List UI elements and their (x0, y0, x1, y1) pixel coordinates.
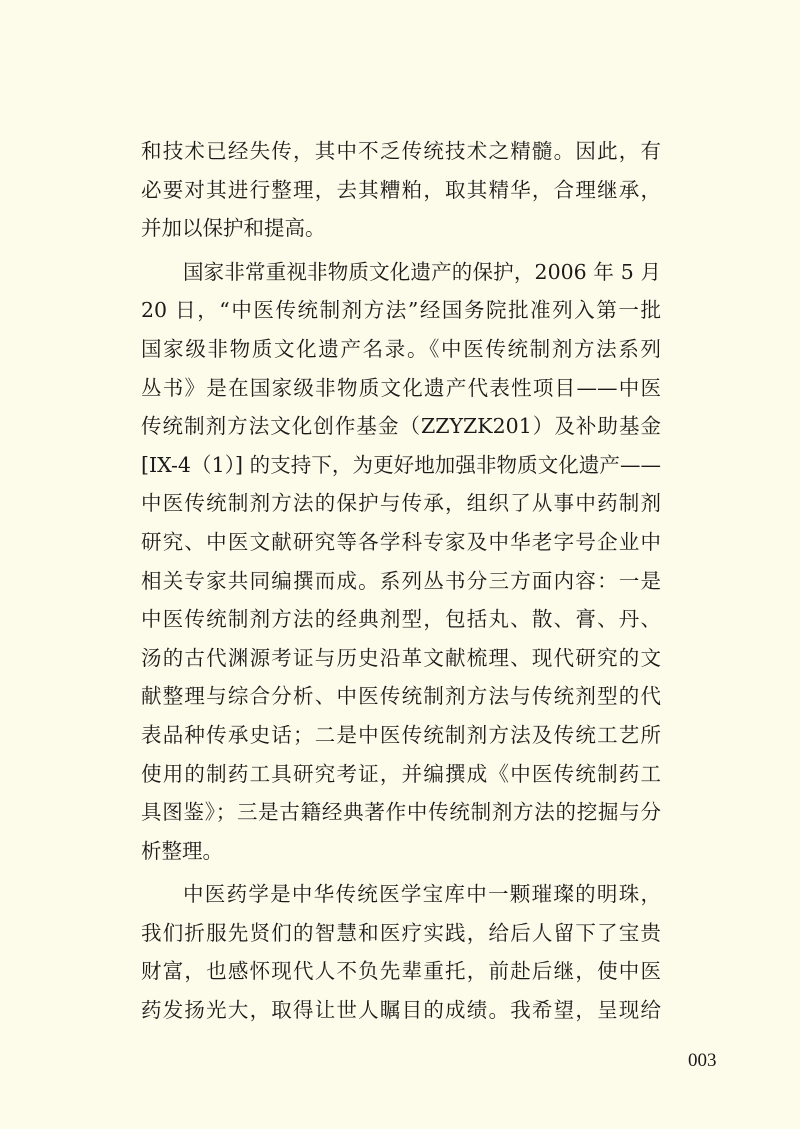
text-line: 和技术已经失传，其中不乏传统技术之精髓。因此，有 (141, 139, 661, 163)
text-line: 财富，也感怀现代人不负先辈重托，前赴后继，使中医 (141, 959, 661, 984)
text-line: 我们折服先贤们的智慧和医疗实践，给后人留下了宝贵 (141, 920, 661, 945)
text-line: 献整理与综合分析、中医传统制剂方法与传统剂型的代 (141, 684, 661, 709)
text-line: 国家非常重视非物质文化遗产的保护，2006 年 5 月 (183, 259, 661, 284)
paragraph (141, 253, 661, 871)
text-line: 药发扬光大，取得让世人瞩目的成绩。我希望，呈现给 (141, 998, 661, 1023)
text-line: 研究、中医文献研究等各学科专家及中华老字号企业中 (141, 529, 661, 554)
text-line: 并加以保护和提高。 (141, 216, 326, 241)
page-number: 003 (688, 1050, 717, 1071)
text-line: 析整理。 (141, 838, 223, 863)
text-line: 20 日，“中医传统制剂方法”经国务院批准列入第一批 (141, 298, 661, 323)
text-line: 表品种传承史话；二是中医传统制剂方法及传统工艺所 (141, 722, 661, 747)
text-line: 传统制剂方法文化创作基金（ZZYZK201）及补助基金 (141, 414, 661, 439)
text-line: 丛书》是在国家级非物质文化遗产代表性项目——中医 (141, 375, 661, 400)
text-line: 国家级非物质文化遗产名录。《中医传统制剂方法系列 (141, 336, 661, 361)
text-line: 必要对其进行整理，去其糟粕，取其精华，合理继承， (141, 177, 661, 202)
body-text (141, 132, 661, 1030)
text-line: [IX-4（1）] 的支持下，为更好地加强非物质文化遗产—— (141, 452, 661, 477)
text-line: 中医药学是中华传统医学宝库中一颗璀璨的明珠， (183, 882, 661, 907)
paragraph (141, 132, 661, 248)
paragraph (141, 875, 661, 1029)
text-line: 具图鉴》；三是古籍经典著作中传统制剂方法的挖掘与分 (141, 800, 661, 825)
text-line: 使用的制药工具研究考证，并编撰成《中医传统制药工 (141, 761, 661, 786)
text-line: 汤的古代渊源考证与历史沿革文献梳理、现代研究的文 (141, 645, 661, 670)
text-line: 中医传统制剂方法的保护与传承，组织了从事中药制剂 (141, 491, 661, 516)
text-line: 中医传统制剂方法的经典剂型，包括丸、散、膏、丹、 (141, 607, 661, 632)
text-line: 相关专家共同编撰而成。系列丛书分三方面内容：一是 (141, 568, 661, 593)
